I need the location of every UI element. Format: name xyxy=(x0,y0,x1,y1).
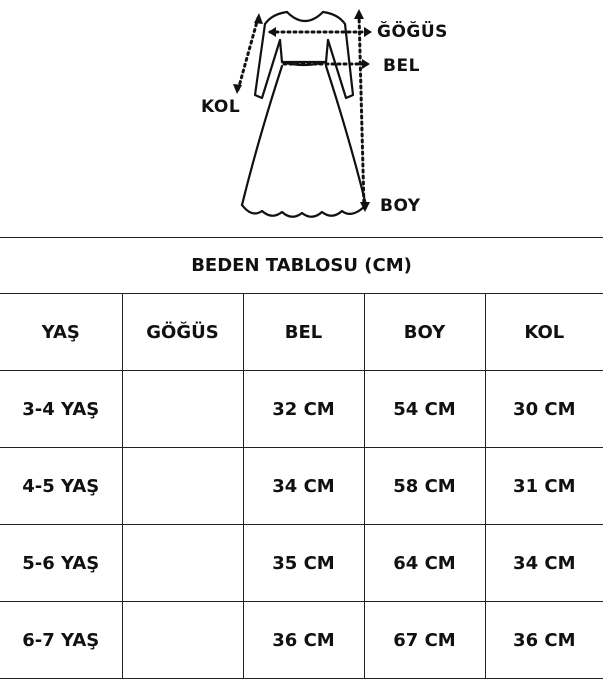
cell-chest xyxy=(122,525,243,602)
size-chart-table xyxy=(0,237,603,679)
cell-chest xyxy=(122,371,243,448)
length-label: BOY xyxy=(380,196,421,216)
table-row xyxy=(0,525,603,602)
waist-label: BEL xyxy=(383,56,420,76)
cell-sleeve: 30 CM xyxy=(485,371,603,448)
cell-age: 6-7 YAŞ xyxy=(0,602,122,679)
table-header-row xyxy=(0,294,603,371)
chest-label: ĞÖĞÜS xyxy=(377,22,448,42)
table-row xyxy=(0,371,603,448)
header-length: BOY xyxy=(364,294,485,371)
cell-chest xyxy=(122,602,243,679)
cell-waist: 34 CM xyxy=(243,448,364,525)
dress-illustration xyxy=(0,0,603,230)
header-chest: GÖĞÜS xyxy=(122,294,243,371)
table-title: BEDEN TABLOSU (CM) xyxy=(0,238,603,294)
cell-length: 67 CM xyxy=(364,602,485,679)
dress-measurement-diagram xyxy=(0,0,603,230)
cell-waist: 36 CM xyxy=(243,602,364,679)
header-age: YAŞ xyxy=(0,294,122,371)
cell-age: 5-6 YAŞ xyxy=(0,525,122,602)
cell-length: 54 CM xyxy=(364,371,485,448)
header-waist: BEL xyxy=(243,294,364,371)
cell-chest xyxy=(122,448,243,525)
cell-sleeve: 34 CM xyxy=(485,525,603,602)
cell-waist: 35 CM xyxy=(243,525,364,602)
cell-age: 4-5 YAŞ xyxy=(0,448,122,525)
table-title-row xyxy=(0,238,603,294)
table-row xyxy=(0,602,603,679)
table-row xyxy=(0,448,603,525)
cell-age: 3-4 YAŞ xyxy=(0,371,122,448)
sleeve-label: KOL xyxy=(201,97,241,117)
cell-length: 58 CM xyxy=(364,448,485,525)
cell-sleeve: 36 CM xyxy=(485,602,603,679)
cell-waist: 32 CM xyxy=(243,371,364,448)
cell-sleeve: 31 CM xyxy=(485,448,603,525)
header-sleeve: KOL xyxy=(485,294,603,371)
cell-length: 64 CM xyxy=(364,525,485,602)
